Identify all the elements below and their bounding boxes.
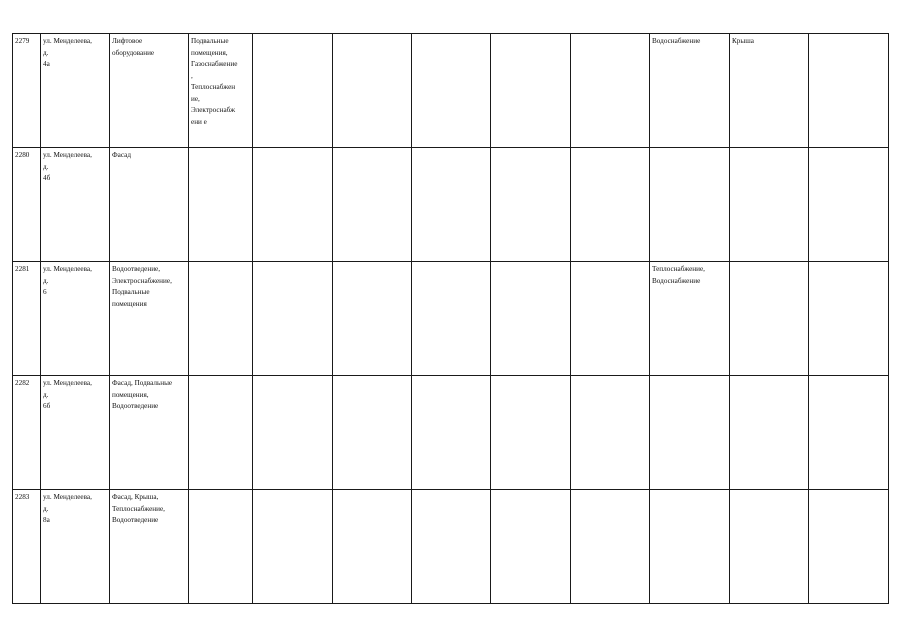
works-cell-secondary bbox=[189, 490, 253, 604]
row-number-cell: 2283 bbox=[13, 490, 41, 604]
address-cell bbox=[41, 262, 110, 376]
table-row bbox=[13, 34, 889, 148]
row-number-cell: 2281 bbox=[13, 262, 41, 376]
roof-cell bbox=[730, 34, 809, 148]
empty-cell bbox=[253, 490, 333, 604]
works-cell-secondary bbox=[189, 262, 253, 376]
works-text: Фасад, Крыша, Теплоснабжение, Водоотведение bbox=[112, 493, 165, 524]
table-row bbox=[13, 262, 889, 376]
empty-cell bbox=[333, 262, 412, 376]
roof-text: Крыша bbox=[732, 37, 754, 45]
document-table bbox=[12, 33, 889, 604]
address-cell bbox=[41, 34, 110, 148]
address-cell bbox=[41, 490, 110, 604]
utilities-text: Теплоснабжение, Водоснабжение bbox=[652, 265, 705, 285]
table-row bbox=[13, 490, 889, 604]
empty-cell bbox=[571, 376, 650, 490]
empty-cell bbox=[571, 34, 650, 148]
empty-cell bbox=[809, 490, 889, 604]
utilities-cell bbox=[650, 490, 730, 604]
utilities-cell bbox=[650, 148, 730, 262]
empty-cell bbox=[491, 34, 571, 148]
empty-cell bbox=[491, 490, 571, 604]
works-cell bbox=[110, 490, 189, 604]
empty-cell bbox=[253, 148, 333, 262]
works-cell bbox=[110, 262, 189, 376]
empty-cell bbox=[809, 148, 889, 262]
utilities-cell bbox=[650, 34, 730, 148]
works-secondary-text: Подвальные помещения, Газоснабжение , Теплоснабжен ие, Электроснабж ени е bbox=[191, 37, 238, 126]
address-text: ул. Менделеева, д. 8а bbox=[43, 493, 92, 524]
works-cell bbox=[110, 34, 189, 148]
empty-cell bbox=[809, 376, 889, 490]
works-cell bbox=[110, 148, 189, 262]
address-text: ул. Менделеева, д. 4б bbox=[43, 151, 92, 182]
roof-cell bbox=[730, 376, 809, 490]
roof-cell bbox=[730, 148, 809, 262]
address-cell bbox=[41, 376, 110, 490]
roof-cell bbox=[730, 490, 809, 604]
utilities-text: Водоснабжение bbox=[652, 37, 701, 45]
empty-cell bbox=[333, 376, 412, 490]
empty-cell bbox=[333, 490, 412, 604]
works-text: Фасад bbox=[112, 151, 131, 159]
empty-cell bbox=[253, 34, 333, 148]
address-cell bbox=[41, 148, 110, 262]
table-row bbox=[13, 148, 889, 262]
empty-cell bbox=[412, 262, 491, 376]
row-number-cell: 2280 bbox=[13, 148, 41, 262]
empty-cell bbox=[412, 34, 491, 148]
empty-cell bbox=[412, 148, 491, 262]
empty-cell bbox=[491, 376, 571, 490]
utilities-cell bbox=[650, 376, 730, 490]
address-text: ул. Менделеева, д. 4а bbox=[43, 37, 92, 68]
empty-cell bbox=[571, 262, 650, 376]
works-text: Лифтовое оборудование bbox=[112, 37, 155, 57]
row-number-cell: 2279 bbox=[13, 34, 41, 148]
empty-cell bbox=[253, 376, 333, 490]
table-row bbox=[13, 376, 889, 490]
empty-cell bbox=[253, 262, 333, 376]
empty-cell bbox=[491, 148, 571, 262]
works-cell-secondary bbox=[189, 148, 253, 262]
empty-cell bbox=[571, 490, 650, 604]
works-cell bbox=[110, 376, 189, 490]
empty-cell bbox=[333, 148, 412, 262]
empty-cell bbox=[809, 262, 889, 376]
works-cell-secondary bbox=[189, 34, 253, 148]
roof-cell bbox=[730, 262, 809, 376]
works-text: Фасад, Подвальные помещения, Водоотведение bbox=[112, 379, 173, 410]
empty-cell bbox=[412, 490, 491, 604]
empty-cell bbox=[809, 34, 889, 148]
utilities-cell bbox=[650, 262, 730, 376]
empty-cell bbox=[333, 34, 412, 148]
empty-cell bbox=[491, 262, 571, 376]
empty-cell bbox=[571, 148, 650, 262]
row-number-cell: 2282 bbox=[13, 376, 41, 490]
empty-cell bbox=[412, 376, 491, 490]
address-text: ул. Менделеева, д. 6 bbox=[43, 265, 92, 296]
address-text: ул. Менделеева, д. 6б bbox=[43, 379, 92, 410]
works-text: Водоотведение, Электроснабжение, Подвальные помещения bbox=[112, 265, 172, 308]
works-cell-secondary bbox=[189, 376, 253, 490]
